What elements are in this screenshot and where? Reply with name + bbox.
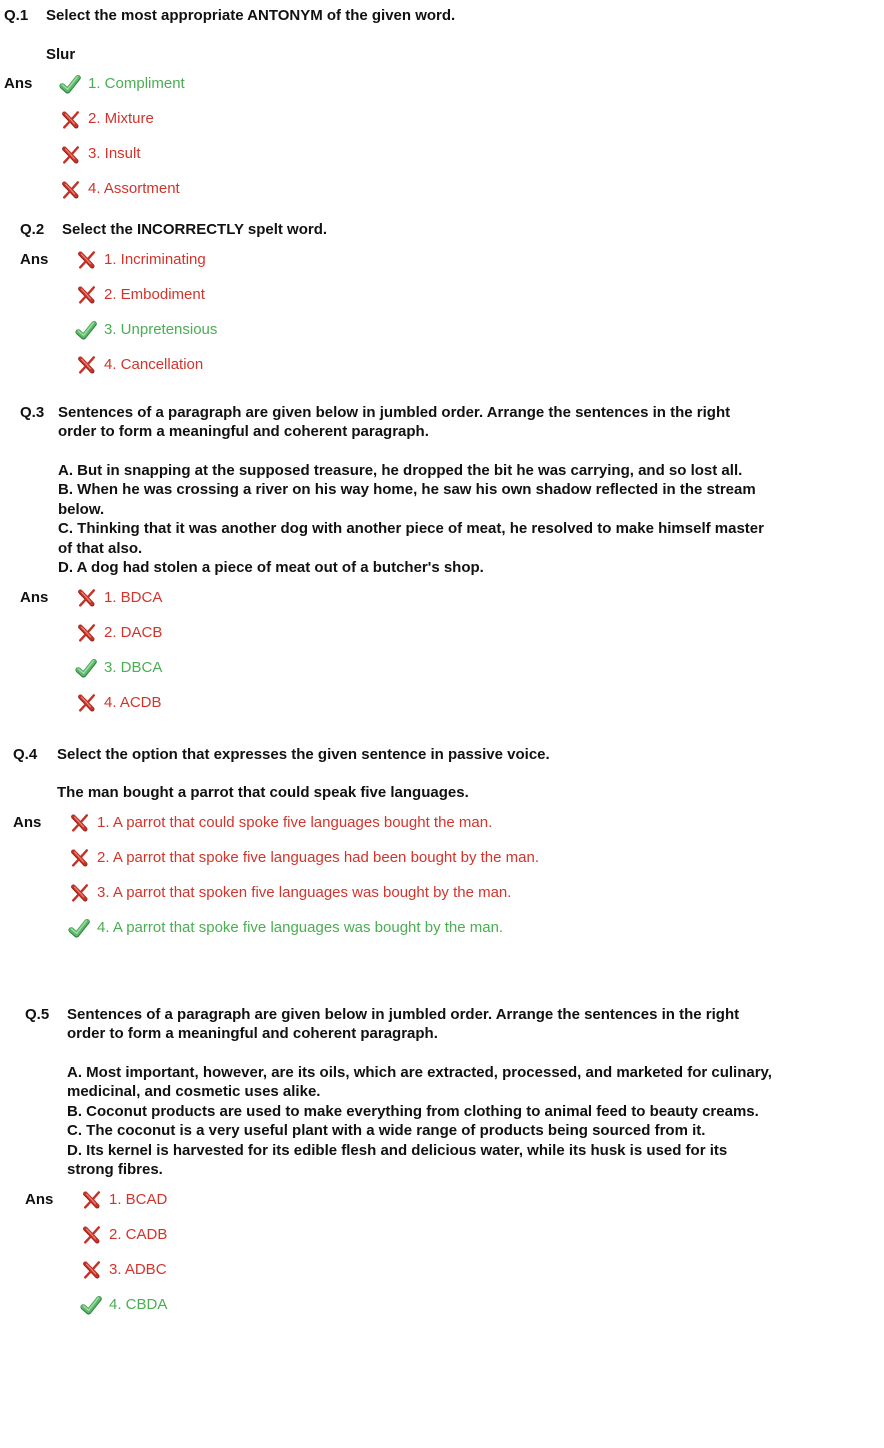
option-label: 3. Insult [88, 145, 141, 162]
question-text: Select the INCORRECTLY spelt word. [62, 221, 328, 238]
answer-option [75, 354, 217, 376]
cross-icon [59, 110, 81, 129]
answer-option [80, 1224, 167, 1246]
answer-section [20, 587, 884, 714]
cross-icon [80, 1225, 102, 1244]
option-label: 4. CBDA [109, 1295, 168, 1313]
cross-icon [59, 180, 81, 199]
answer-option [68, 812, 539, 834]
question-text: Select the most appropriate ANTONYM of the given word. [46, 7, 456, 24]
option-label: 1. BCAD [109, 1190, 168, 1208]
cross-icon [75, 285, 97, 304]
cross-icon [75, 623, 97, 642]
options-list [59, 73, 185, 200]
cross-icon [75, 355, 97, 374]
option-label: 4. Assortment [88, 180, 180, 197]
answer-label: Ans [13, 813, 42, 831]
question-block-q3 [0, 403, 884, 714]
answer-option [75, 319, 217, 341]
cross-icon [80, 1190, 102, 1209]
option-label: 2. Embodiment [104, 285, 205, 303]
answer-option [68, 917, 539, 939]
question-text: Select the option that expresses the given sentence in passive voice. [57, 745, 550, 763]
question-number: Q.3 [20, 403, 45, 421]
question-block-q4 [0, 745, 884, 939]
cross-icon [75, 250, 97, 269]
answer-option [59, 143, 185, 165]
option-label: 2. CADB [109, 1225, 168, 1243]
cross-icon [68, 883, 90, 902]
option-label: 4. A parrot that spoke five languages was bought by the man. [97, 918, 504, 936]
stem-sentence: A. But in snapping at the supposed treasure, he dropped the bit he was carrying, and so lost all. [58, 461, 743, 479]
option-label: 2. A parrot that spoke five languages had been bought by the man. [97, 848, 539, 866]
answer-option [59, 108, 185, 130]
option-label: 4. Cancellation [104, 355, 204, 373]
option-label: 1. BDCA [104, 588, 163, 606]
check-icon [68, 918, 90, 938]
answer-option [75, 622, 162, 644]
answer-section [13, 812, 884, 939]
question-stem [67, 1063, 773, 1180]
stem-sentence: C. Thinking that it was another dog with another piece of meat, he resolved to make himself master of that also. [58, 520, 764, 557]
question-block-q1 [0, 6, 884, 200]
answer-label: Ans [4, 75, 33, 92]
question-number: Q.2 [20, 221, 45, 238]
question-stem [57, 783, 763, 803]
answer-label: Ans [20, 588, 49, 606]
cross-icon [75, 693, 97, 712]
option-label: 3. ADBC [109, 1260, 167, 1278]
answer-section [4, 73, 884, 200]
stem-sentence: B. When he was crossing a river on his way home, he saw his own shadow reflected in the stream below. [58, 481, 756, 518]
answer-option [59, 73, 185, 95]
cross-icon [80, 1260, 102, 1279]
answer-label: Ans [25, 1190, 54, 1208]
answer-option [80, 1259, 167, 1281]
question-number: Q.1 [4, 7, 29, 24]
answer-option [75, 692, 162, 714]
answer-section [20, 249, 884, 376]
answer-label: Ans [20, 250, 49, 268]
option-label: 1. Incriminating [104, 250, 206, 268]
answer-option [75, 657, 162, 679]
option-label: 3. A parrot that spoken five languages was bought by the man. [97, 883, 512, 901]
check-icon [75, 658, 97, 678]
check-icon [75, 320, 97, 340]
option-label: 4. ACDB [104, 693, 162, 711]
answer-section [25, 1189, 884, 1316]
option-label: 2. DACB [104, 623, 163, 641]
option-label: 1. A parrot that could spoke five languages bought the man. [97, 813, 493, 831]
stem-sentence: B. Coconut products are used to make everything from clothing to animal feed to beauty creams. [67, 1102, 759, 1120]
option-label: 3. Unpretensious [104, 320, 218, 338]
answer-option [68, 847, 539, 869]
check-icon [80, 1295, 102, 1315]
check-icon [59, 74, 81, 94]
options-list [75, 587, 162, 714]
answer-option [75, 587, 162, 609]
stem-sentence: The man bought a parrot that could speak five languages. [57, 784, 469, 801]
stem-sentence: A. Most important, however, are its oils, which are extracted, processed, and marketed for culinary, medicinal, and cosmetic uses alike. [67, 1063, 772, 1100]
stem-sentence: D. Its kernel is harvested for its edible flesh and delicious water, while its husk is used for its strong fibres. [67, 1141, 728, 1178]
question-text: Sentences of a paragraph are given below in jumbled order. Arrange the sentences in the right order to form a meaningful and coherent paragraph. [58, 403, 731, 440]
cross-icon [59, 145, 81, 164]
answer-option [80, 1294, 167, 1316]
cross-icon [75, 588, 97, 607]
question-stem [58, 461, 764, 578]
stem-sentence: C. The coconut is a very useful plant with a wide range of products being sourced from it. [67, 1122, 706, 1139]
question-number: Q.5 [25, 1005, 50, 1023]
options-list [68, 812, 539, 939]
stem-sentence: D. A dog had stolen a piece of meat out of a butcher's shop. [58, 559, 484, 576]
question-text: Sentences of a paragraph are given below in jumbled order. Arrange the sentences in the right order to form a meaningful and coherent paragraph. [67, 1005, 740, 1042]
question-number: Q.4 [13, 745, 38, 763]
cross-icon [68, 813, 90, 832]
option-label: 2. Mixture [88, 110, 154, 127]
options-list [75, 249, 217, 376]
option-label: 1. Compliment [88, 75, 185, 92]
question-block-q2 [0, 220, 884, 376]
stem-word: Slur [46, 45, 76, 63]
answer-option [80, 1189, 167, 1211]
answer-option [75, 284, 217, 306]
answer-option [59, 178, 185, 200]
answer-option [68, 882, 539, 904]
option-label: 3. DBCA [104, 658, 163, 676]
options-list [80, 1189, 167, 1316]
answer-option [75, 249, 217, 271]
question-stem [46, 45, 752, 65]
cross-icon [68, 848, 90, 867]
question-block-q5 [0, 1005, 884, 1316]
